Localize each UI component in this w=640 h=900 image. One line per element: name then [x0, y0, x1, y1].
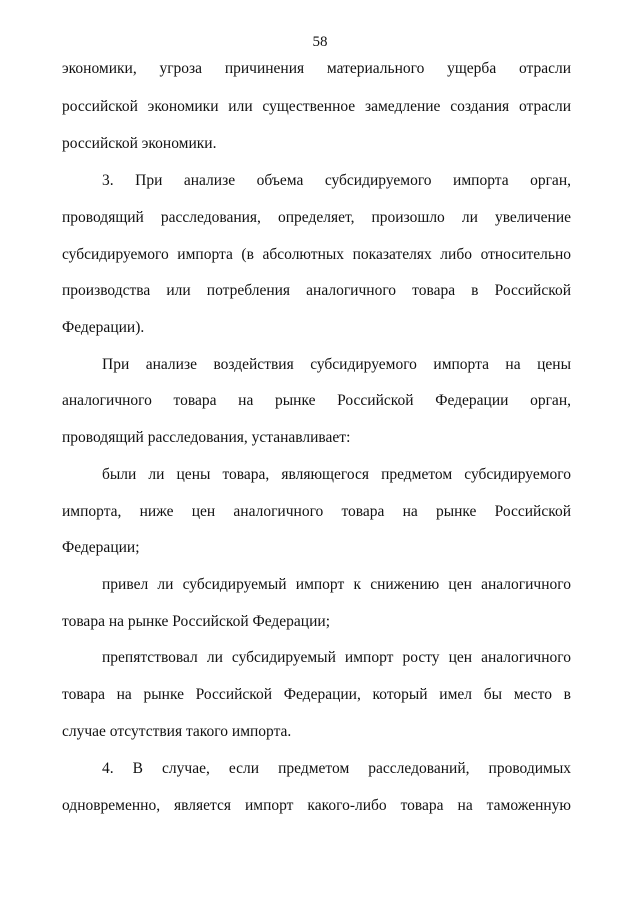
- text-line: проводящий расследования, определяет, произошло ли увеличение: [62, 209, 571, 226]
- text-line: Федерации).: [62, 319, 145, 336]
- text-line: 4. В случае, если предметом расследований, проводимых: [102, 760, 571, 777]
- text-line: 3. При анализе объема субсидируемого импорта орган,: [102, 172, 571, 189]
- text-line: товара на рынке Российской Федерации;: [62, 613, 330, 630]
- text-line: случае отсутствия такого импорта.: [62, 723, 292, 740]
- text-line: аналогичного товара на рынке Российской Федерации орган,: [62, 392, 571, 409]
- text-line: препятствовал ли субсидируемый импорт росту цен аналогичного: [102, 649, 571, 666]
- page-number: 58: [312, 34, 328, 50]
- text-line: экономики, угроза причинения материального ущерба отрасли: [62, 60, 571, 77]
- text-line: российской экономики или существенное замедление создания отрасли: [62, 98, 571, 115]
- text-line: российской экономики.: [62, 135, 217, 152]
- text-line: Федерации;: [62, 539, 140, 556]
- text-line: проводящий расследования, устанавливает:: [62, 429, 351, 446]
- text-line: товара на рынке Российской Федерации, который имел бы место в: [62, 686, 571, 703]
- text-line: были ли цены товара, являющегося предметом субсидируемого: [102, 466, 571, 483]
- text-line: привел ли субсидируемый импорт к снижению цен аналогичного: [102, 576, 571, 593]
- text-line: субсидируемого импорта (в абсолютных показателях либо относительно: [62, 246, 571, 263]
- text-line: импорта, ниже цен аналогичного товара на рынке Российской: [62, 503, 571, 520]
- text-line: одновременно, является импорт какого-либо товара на таможенную: [62, 797, 571, 814]
- text-line: производства или потребления аналогичного товара в Российской: [62, 282, 571, 299]
- text-line: При анализе воздействия субсидируемого импорта на цены: [102, 356, 571, 373]
